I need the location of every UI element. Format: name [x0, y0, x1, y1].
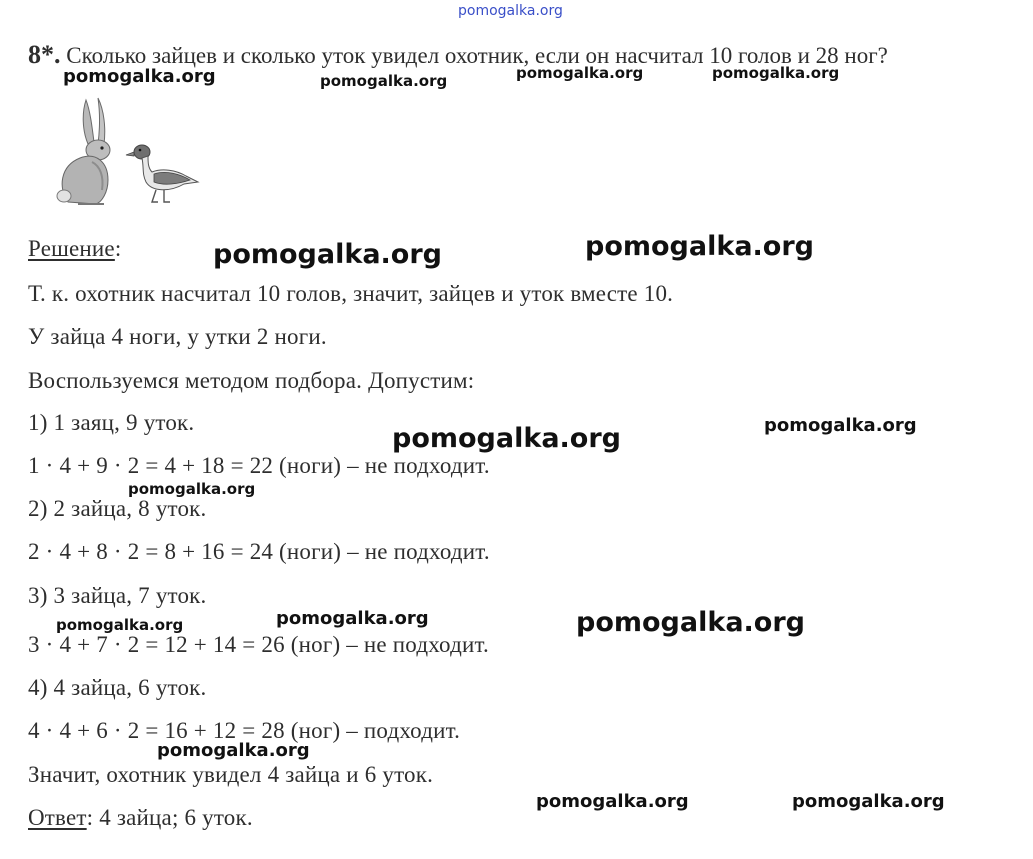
solution-line: 1) 1 заяц, 9 уток. [28, 410, 195, 435]
solution-line: 3) 3 зайца, 7 уток. [28, 583, 207, 608]
problem-text: Сколько зайцев и сколько уток увидел охотник, если он насчитал 10 голов и 28 ног? [66, 43, 888, 68]
solution-line: 1 · 4 + 9 · 2 = 4 + 18 = 22 (ноги) – не подходит. [28, 453, 490, 478]
solution-line: Воспользуемся методом подбора. Допустим: [28, 368, 475, 393]
hare-icon [57, 98, 110, 204]
hare-and-duck-illustration [38, 92, 208, 212]
watermark: pomogalka.org [56, 616, 184, 634]
watermark: pomogalka.org [157, 740, 310, 761]
watermark: pomogalka.org [276, 608, 429, 629]
watermark: pomogalka.org [516, 64, 644, 82]
solution-line: 4) 4 зайца, 6 уток. [28, 675, 207, 700]
watermark: pomogalka.org [712, 64, 840, 82]
answer-line [28, 805, 253, 831]
solution-label: Решение [28, 236, 115, 261]
watermark: pomogalka.org [576, 607, 805, 638]
watermark: pomogalka.org [320, 72, 448, 90]
watermark: pomogalka.org [585, 231, 814, 262]
answer-label: Ответ [28, 805, 87, 830]
solution-line: 3 · 4 + 7 · 2 = 12 + 14 = 26 (ног) – не подходит. [28, 632, 489, 657]
problem-number: 8*. [28, 40, 61, 69]
watermark: pomogalka.org [536, 791, 689, 812]
answer-text: : 4 зайца; 6 уток. [86, 805, 253, 830]
solution-colon: : [114, 236, 122, 261]
watermark: pomogalka.org [764, 415, 917, 436]
watermark: pomogalka.org [213, 239, 442, 270]
watermark: pomogalka.org [792, 791, 945, 812]
solution-line: У зайца 4 ноги, у утки 2 ноги. [28, 324, 327, 349]
solution-line: 2 · 4 + 8 · 2 = 8 + 16 = 24 (ноги) – не подходит. [28, 539, 490, 564]
solution-line: Значит, охотник увидел 4 зайца и 6 уток. [28, 762, 434, 787]
watermark: pomogalka.org [128, 480, 256, 498]
duck-icon [126, 145, 198, 202]
solution-line: Т. к. охотник насчитал 10 голов, значит, зайцев и уток вместе 10. [28, 281, 674, 306]
top-watermark: pomogalka.org [458, 3, 563, 19]
solution-line: 4 · 4 + 6 · 2 = 16 + 12 = 28 (ног) – подходит. [28, 718, 461, 743]
watermark: pomogalka.org [392, 423, 621, 454]
solution-heading [28, 236, 121, 262]
watermark: pomogalka.org [63, 66, 216, 87]
solution-line: 2) 2 зайца, 8 уток. [28, 496, 207, 521]
